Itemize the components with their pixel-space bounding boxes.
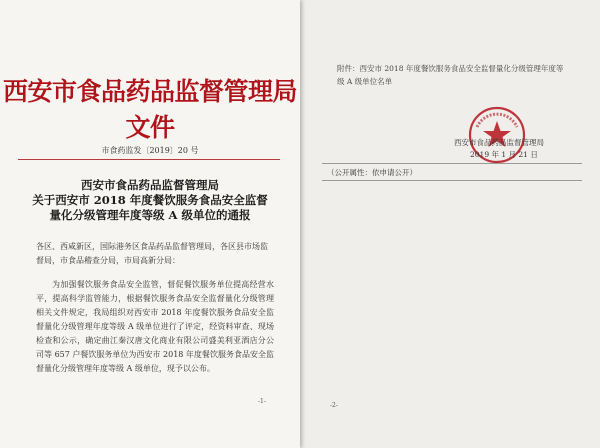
notice-title-line-3: 量化分级管理年度等级 A 级单位的通报	[49, 208, 251, 222]
page-number-left: -1-	[258, 398, 266, 405]
attachment-note: 附件：西安市 2018 年度餐饮服务食品安全监督量化分级管理年度等级 A 级单位名单	[337, 64, 564, 86]
red-divider	[18, 159, 280, 160]
disclosure-attribute: （公开属性：依申请公开）	[327, 168, 417, 177]
issuer-name: 西安市食品药品监督管理局	[454, 138, 544, 147]
letterhead: 西安市食品药品监督管理局文件	[2, 77, 297, 142]
disclosure-top-rule	[322, 163, 582, 164]
document-number: 市食药监发〔2019〕20 号	[101, 146, 199, 155]
notice-title-line-1: 西安市食品药品监督管理局	[81, 178, 219, 192]
page-number-right: -2-	[330, 402, 338, 409]
body-paragraph: 为加强餐饮服务食品安全监管，督促餐饮服务单位提高经营水平，提高科学监管能力，根据餐饮服务食品安全监督量化分级管理相关文件规定，我局组织对西安市 2018 年度餐饮服务食品安全监督量化分级管理年度等级 A 级单位进行了评定，经资料审查、现场检查和公示，确定曲江秦汉唐文化商业有限公司盛美利亚酒店分公司等 657 户餐饮服务单位为西安市 2018 年度餐饮服务食品安全监督量化分级管理年度等级 A 级单位，现予以公布。	[36, 280, 274, 373]
addressee: 各区、西咸新区，国际港务区食品药品监督管理局，各区县市场监督局，市食品稽查分局，市局高新分局：	[36, 242, 268, 265]
disclosure-bottom-rule	[322, 180, 582, 181]
issue-date: 2019 年 1 月 21 日	[470, 150, 538, 159]
notice-title-line-2: 关于西安市 2018 年度餐饮服务食品安全监督	[32, 193, 268, 207]
